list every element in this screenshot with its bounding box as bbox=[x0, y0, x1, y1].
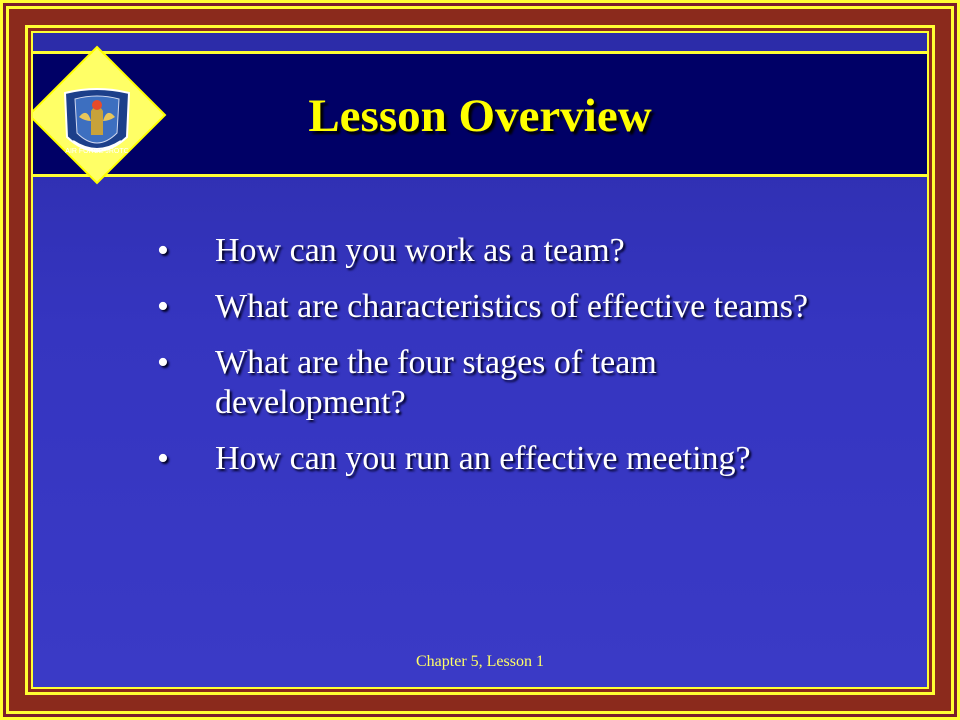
list-item bbox=[143, 343, 835, 423]
bullet-icon: • bbox=[157, 232, 169, 269]
bullet-text: What are characteristics of effective teams? bbox=[215, 288, 809, 325]
slide-title: Lesson Overview bbox=[308, 90, 652, 142]
list-item bbox=[143, 231, 835, 271]
slide-canvas bbox=[33, 33, 927, 687]
bullet-list bbox=[143, 231, 927, 495]
bullet-text: What are the four stages of team development? bbox=[215, 344, 657, 421]
list-item bbox=[143, 287, 835, 327]
bullet-icon: • bbox=[157, 344, 169, 381]
bullet-icon: • bbox=[157, 288, 169, 325]
slide-footer: Chapter 5, Lesson 1 bbox=[416, 653, 544, 670]
bullet-text: How can you run an effective meeting? bbox=[215, 440, 751, 477]
list-item bbox=[143, 439, 927, 479]
svg-text:AIR FORCE JROTC: AIR FORCE JROTC bbox=[65, 148, 129, 155]
bullet-icon: • bbox=[157, 440, 169, 477]
bullet-text: How can you work as a team? bbox=[215, 232, 625, 269]
